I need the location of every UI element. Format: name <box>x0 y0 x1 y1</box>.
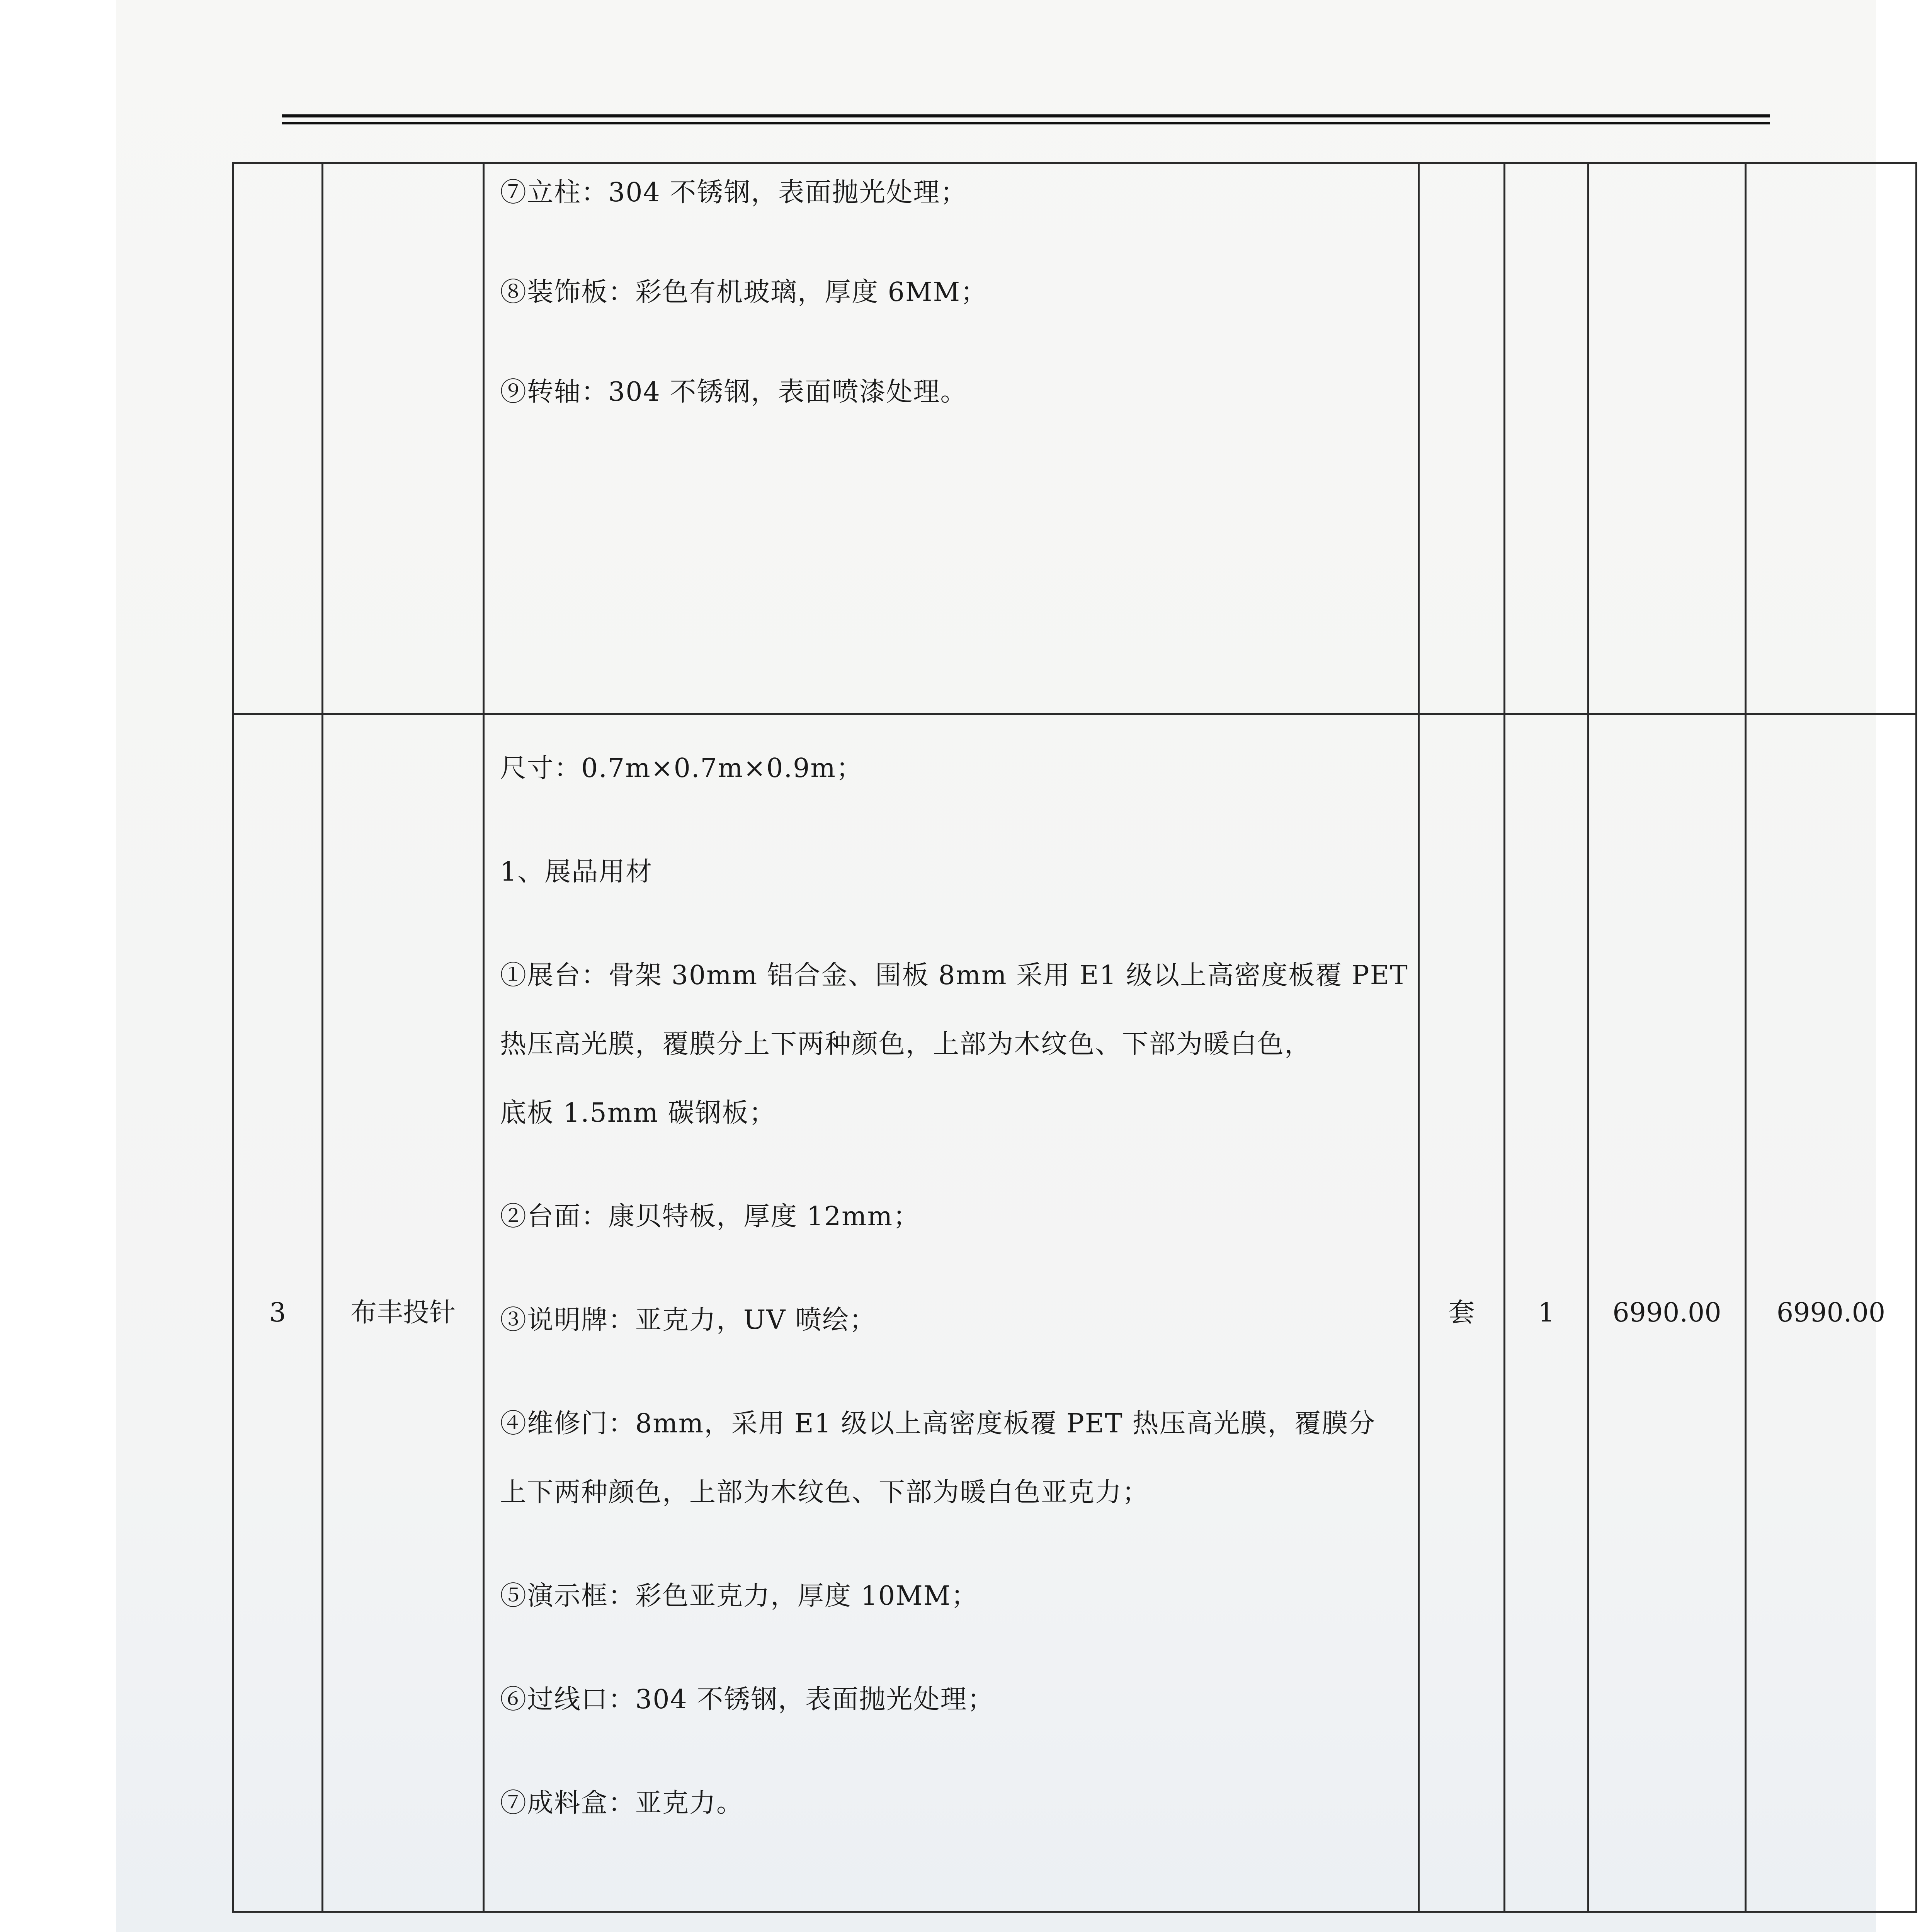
description-line: ⑤演示框：彩色亚克力，厚度 10MM； <box>500 1581 978 1611</box>
total-cell: 6990.00 <box>1746 714 1917 1912</box>
description-line: 热压高光膜，覆膜分上下两种颜色，上部为木纹色、下部为暖白色， <box>500 1029 1312 1060</box>
unit-cell: 套 <box>1419 714 1505 1912</box>
header-double-rule <box>282 114 1770 124</box>
description-line: ②台面：康贝特板，厚度 12mm； <box>500 1201 920 1232</box>
description-line: ⑨转轴：304 不锈钢，表面喷漆处理。 <box>500 377 968 407</box>
unit-price-cell: 6990.00 <box>1588 714 1746 1912</box>
description-line: ⑧装饰板：彩色有机玻璃，厚度 6MM； <box>500 277 988 308</box>
unit-cell <box>1419 163 1505 714</box>
item-name-cell <box>323 163 484 714</box>
unit-price-cell <box>1588 163 1746 714</box>
row-index-cell <box>233 163 323 714</box>
description-cell <box>484 714 1419 1912</box>
equipment-spec-table <box>232 162 1917 1913</box>
item-name-cell: 布丰投针 <box>323 714 484 1912</box>
description-line: ⑦立柱：304 不锈钢，表面抛光处理； <box>500 177 968 208</box>
scanned-page <box>116 0 1886 1932</box>
description-line: 上下两种颜色，上部为木纹色、下部为暖白色亚克力； <box>500 1477 1150 1508</box>
description-line: ⑥过线口：304 不锈钢，表面抛光处理； <box>500 1684 995 1715</box>
description-line: ⑦成料盒：亚克力。 <box>500 1788 744 1818</box>
table-row <box>233 163 1917 714</box>
row-index-cell: 3 <box>233 714 323 1912</box>
description-line: ①展台：骨架 30mm 铝合金、围板 8mm 采用 E1 级以上高密度板覆 PET <box>500 960 1408 991</box>
description-cell <box>484 163 1419 714</box>
quantity-cell <box>1505 163 1588 714</box>
description-line: ③说明牌：亚克力，UV 喷绘； <box>500 1305 877 1335</box>
description-line: 尺寸：0.7m×0.7m×0.9m； <box>500 753 863 784</box>
total-cell <box>1746 163 1917 714</box>
table-row <box>233 714 1917 1912</box>
description-line: 底板 1.5mm 碳钢板； <box>500 1098 776 1128</box>
quantity-cell: 1 <box>1505 714 1588 1912</box>
description-line: ④维修门：8mm，采用 E1 级以上高密度板覆 PET 热压高光膜，覆膜分 <box>500 1408 1376 1439</box>
description-line: 1、展品用材 <box>500 857 653 887</box>
